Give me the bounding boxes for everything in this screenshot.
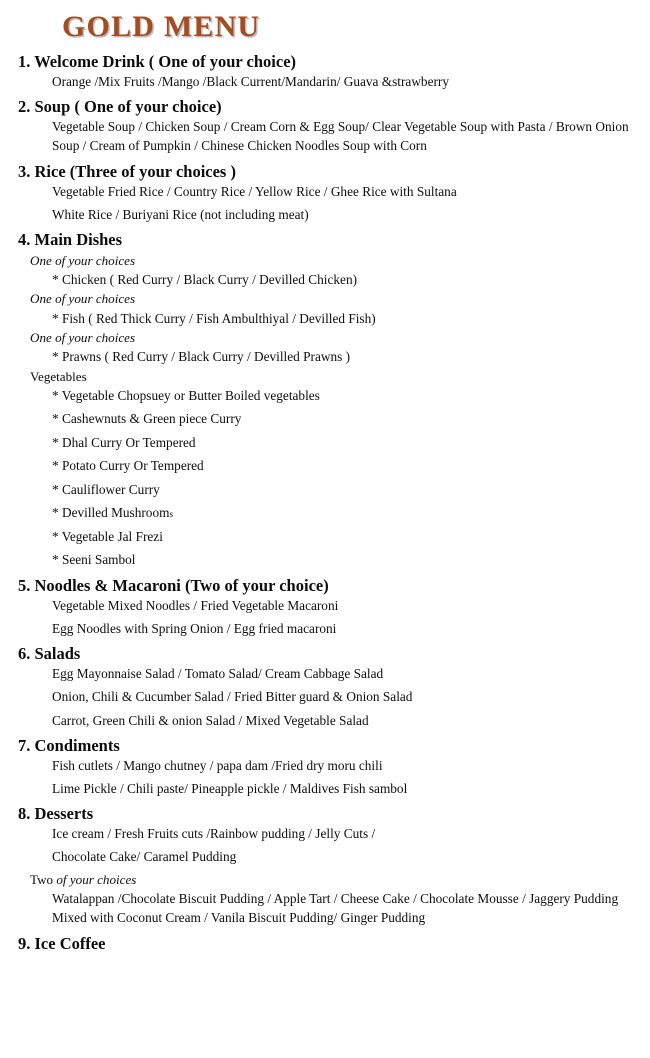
list-item: * Vegetable Chopsuey or Butter Boiled vegetables — [52, 387, 320, 403]
section-heading-main-dishes: 4. Main Dishes — [18, 229, 123, 249]
list-item: Vegetable Soup / Chicken Soup / Cream Corn & Egg Soup/ Clear Vegetable Soup with Pasta / Brown Onion Soup / Cream of Pumpkin / Chinese Chicken Noodles Soup with Corn — [52, 118, 629, 153]
choice-label: One of your choices — [30, 291, 136, 307]
choice-label-italic: of your choices — [56, 872, 137, 888]
list-item: * Cashewnuts & Green piece Curry — [52, 411, 242, 427]
choice-label-lead: Two — [30, 872, 57, 888]
menu-page — [0, 8, 650, 1058]
section-heading-salads: 6. Salads — [18, 644, 81, 664]
choice-label: One of your choices — [30, 330, 136, 346]
vegetables-label: Vegetables — [30, 368, 87, 384]
list-item: * Chicken ( Red Curry / Black Curry / Devilled Chicken) — [52, 271, 358, 287]
section-heading-noodles: 5. Noodles & Macaroni (Two of your choice) — [18, 576, 329, 595]
section-heading-ice-coffee: 9. Ice Coffee — [18, 933, 106, 953]
choice-label: One of your choices — [30, 252, 136, 268]
list-item: * Potato Curry Or Tempered — [52, 458, 204, 474]
page-title: GOLD MENU — [62, 10, 261, 43]
list-item: * Prawns ( Red Curry / Black Curry / Devilled Prawns ) — [52, 349, 351, 365]
section-heading-condiments: 7. Condiments — [18, 735, 120, 755]
list-item: Watalappan /Chocolate Biscuit Pudding / Apple Tart / Cheese Cake / Chocolate Mousse / Jaggery Pudding Mixed with Coconut Cream / Vanila Biscuit Pudding/ Ginger Pudding — [52, 891, 619, 926]
list-item: * Cauliflower Curry — [52, 481, 160, 497]
list-item: Vegetable Fried Rice / Country Rice / Yellow Rice / Ghee Rice with Sultana — [52, 183, 457, 199]
list-item-label: * Devilled Mushroom — [52, 505, 170, 521]
section-heading-desserts: 8. Desserts — [18, 803, 94, 823]
list-item: * Dhal Curry Or Tempered — [52, 434, 196, 450]
list-item: Fish cutlets / Mango chutney / papa dam /Fried dry moru chili — [52, 757, 383, 773]
list-item: * Seeni Sambol — [52, 552, 136, 568]
section-heading-rice: 3. Rice (Three of your choices ) — [18, 161, 236, 181]
choice-label — [30, 871, 650, 888]
list-item: Carrot, Green Chili & onion Salad / Mixed Vegetable Salad — [52, 712, 369, 728]
section-heading-welcome-drink: 1. Welcome Drink ( One of your choice) — [18, 51, 297, 71]
list-item — [52, 504, 650, 522]
list-item: Egg Noodles with Spring Onion / Egg fried macaroni — [52, 621, 337, 637]
list-item: * Vegetable Jal Frezi — [52, 528, 163, 544]
section-heading-soup: 2. Soup ( One of your choice) — [18, 96, 222, 116]
list-item: Ice cream / Fresh Fruits cuts /Rainbow pudding / Jelly Cuts / — [52, 825, 376, 841]
list-item: Onion, Chili & Cucumber Salad / Fried Bitter guard & Onion Salad — [52, 689, 413, 705]
list-item: * Fish ( Red Thick Curry / Fish Ambulthiyal / Devilled Fish) — [52, 310, 376, 326]
list-item: Vegetable Mixed Noodles / Fried Vegetable Macaroni — [52, 598, 339, 614]
list-item: Orange /Mix Fruits /Mango /Black Current/Mandarin/ Guava &strawberry — [52, 73, 449, 89]
list-item: Egg Mayonnaise Salad / Tomato Salad/ Cream Cabbage Salad — [52, 666, 384, 682]
list-item: Chocolate Cake/ Caramel Pudding — [52, 849, 237, 865]
list-item-suffix: s — [169, 510, 174, 521]
list-item: Lime Pickle / Chili paste/ Pineapple pickle / Maldives Fish sambol — [52, 780, 408, 796]
list-item: White Rice / Buriyani Rice (not including meat) — [52, 206, 309, 222]
